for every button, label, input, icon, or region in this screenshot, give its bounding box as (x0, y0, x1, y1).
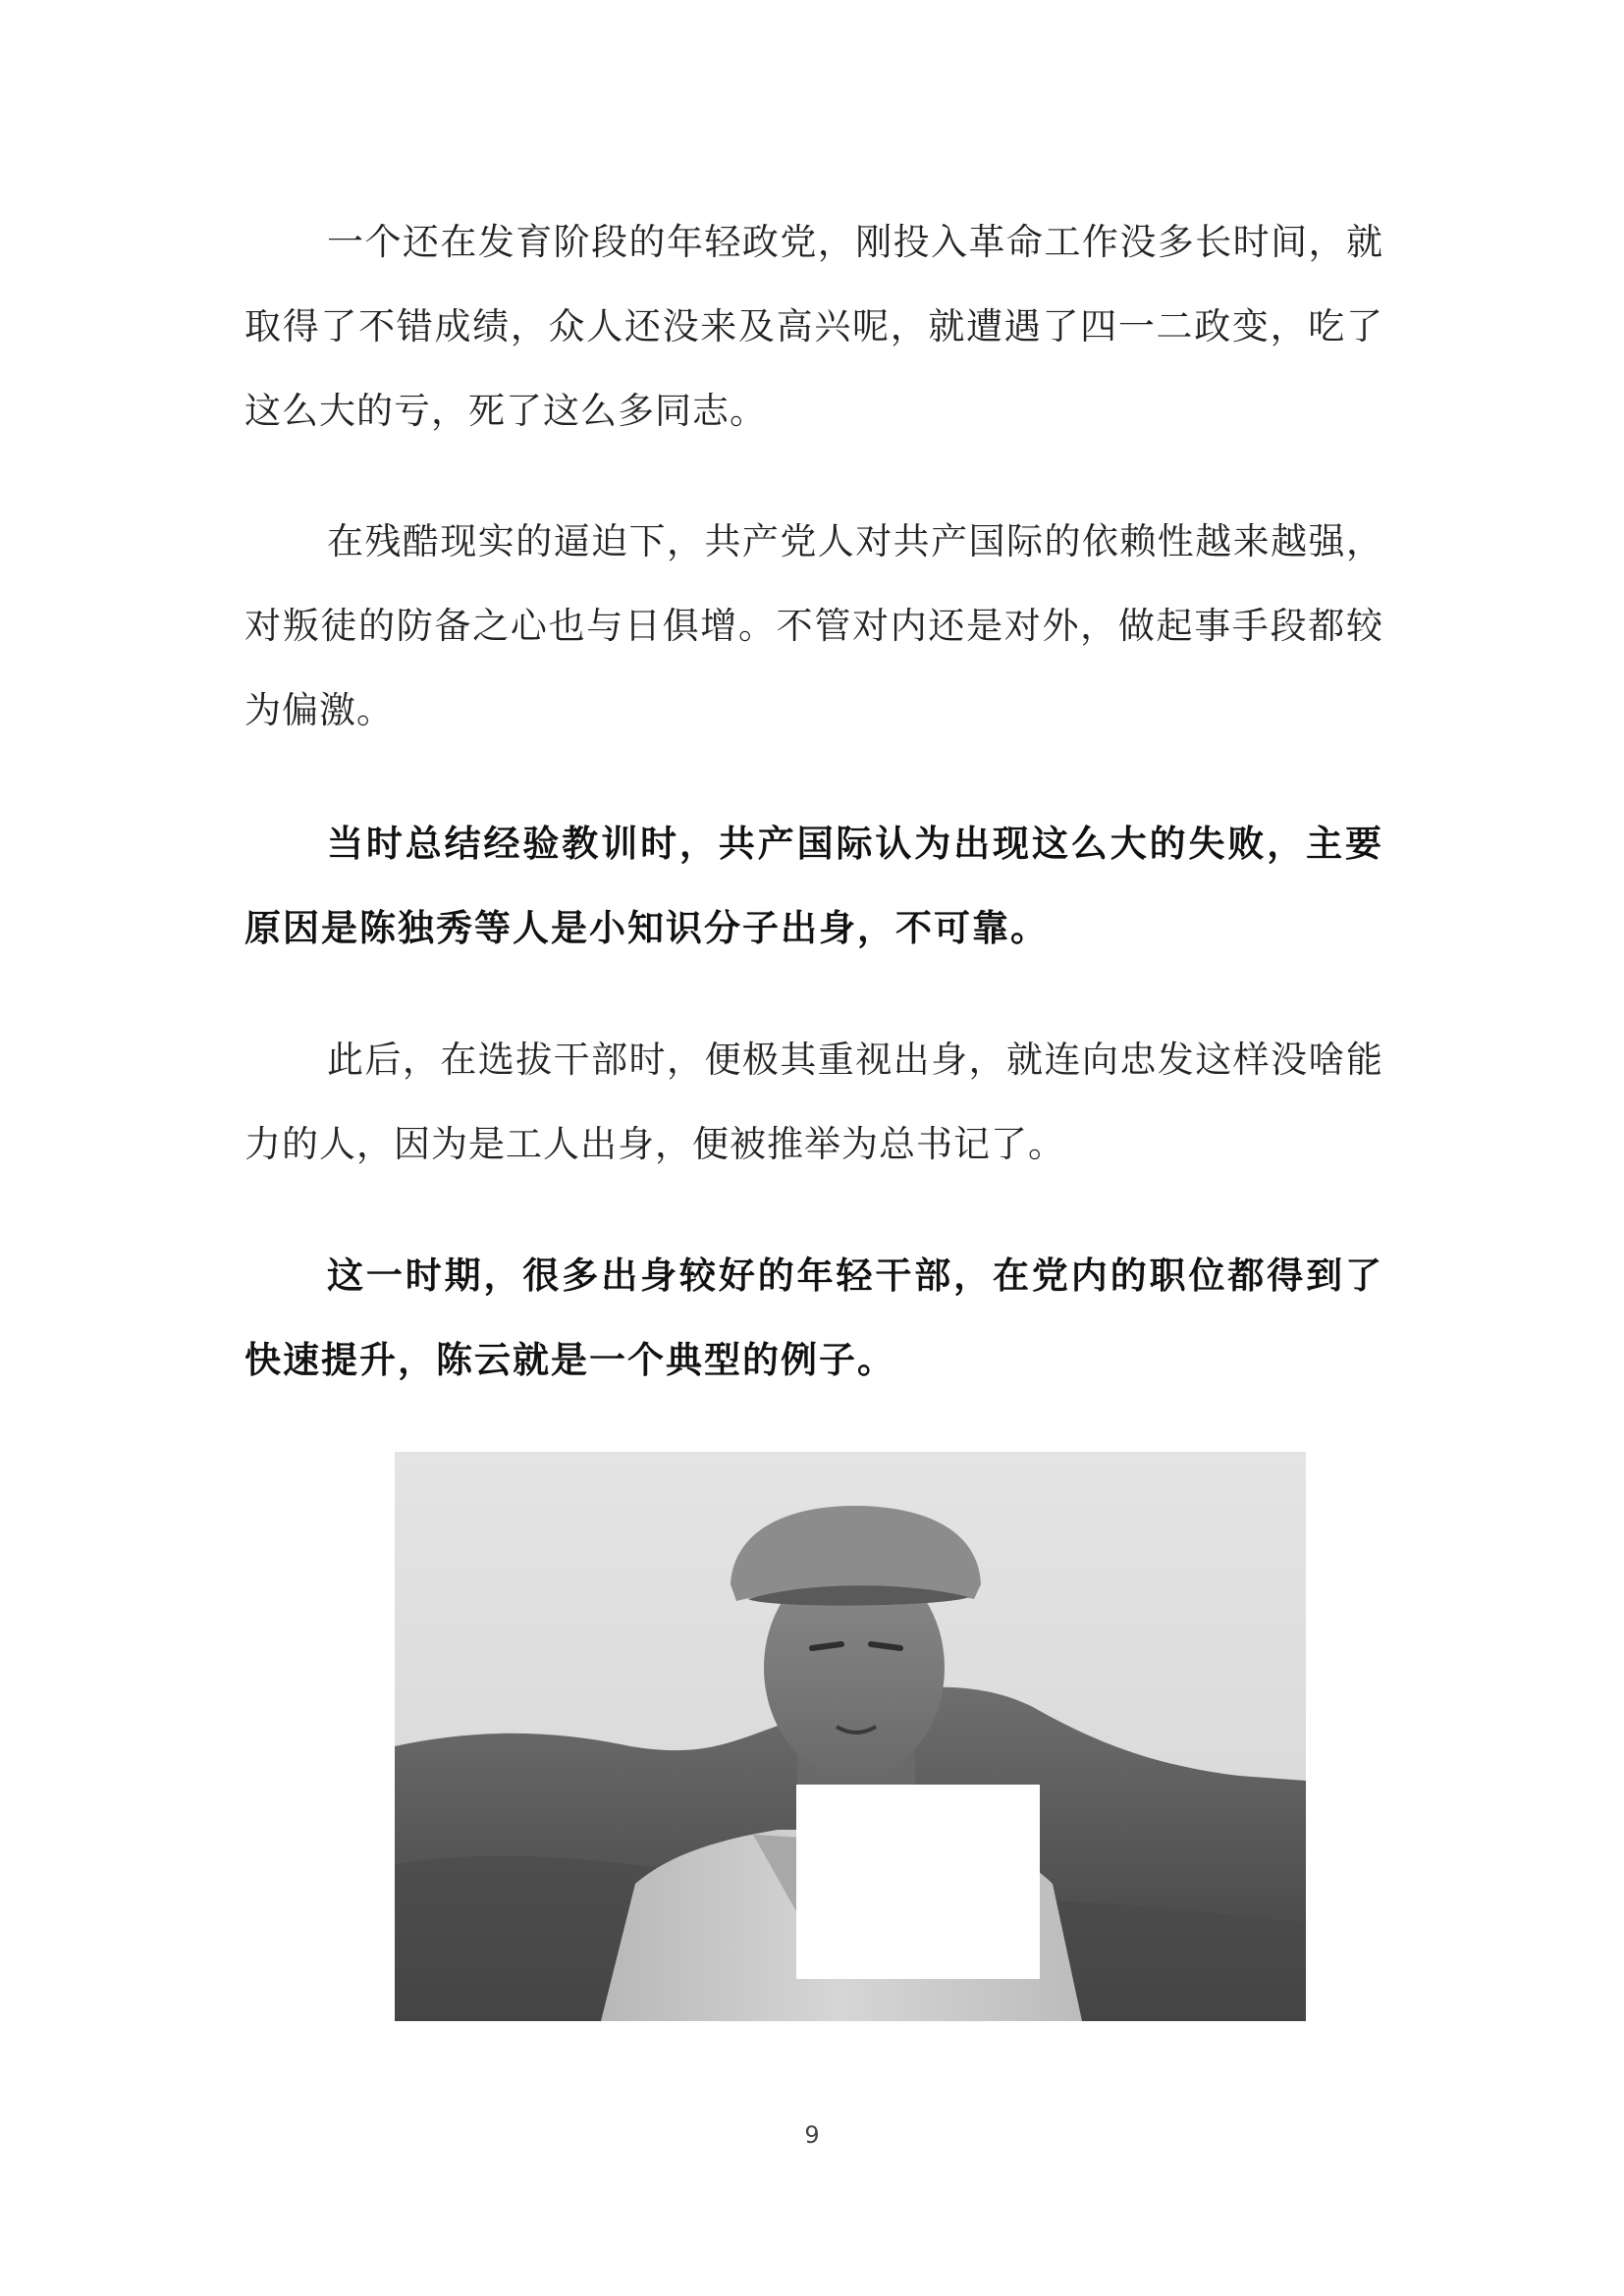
paragraph-4: 此后，在选拔干部时，便极其重视出身，就连向忠发这样没啥能力的人，因为是工人出身，便被推举为总书记了。 (244, 1039, 1383, 1165)
paragraph-5-bold: 这一时期，很多出身较好的年轻干部，在党内的职位都得到了快速提升，陈云就是一个典型的例子。 (244, 1255, 1383, 1381)
figure-brow-right (871, 1644, 900, 1648)
page-number: 9 (804, 2121, 820, 2149)
portrait-photo (395, 1452, 1306, 2021)
paragraph-3-bold: 当时总结经验教训时，共产国际认为出现这么大的失败，主要原因是陈独秀等人是小知识分子出身，不可靠。 (244, 823, 1383, 949)
paragraph-1: 一个还在发育阶段的年轻政党，刚投入革命工作没多长时间，就取得了不错成绩，众人还没来及高兴呢，就遭遇了四一二政变，吃了这么大的亏，死了这么多同志。 (244, 221, 1383, 432)
paragraph-2: 在残酷现实的逼迫下，共产党人对共产国际的依赖性越来越强，对叛徒的防备之心也与日俱增。不管对内还是对外，做起事手段都较为偏激。 (244, 520, 1383, 731)
figure-brow-left (812, 1644, 841, 1648)
redaction-block (796, 1785, 1040, 1979)
